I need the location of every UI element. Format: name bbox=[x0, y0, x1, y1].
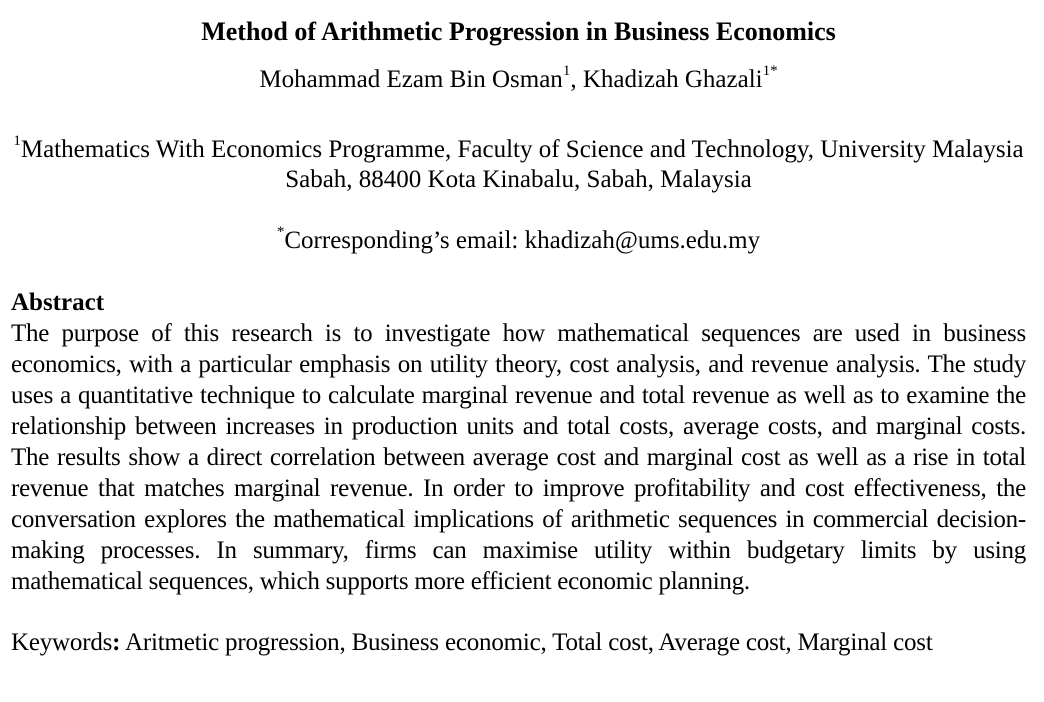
abstract-body: The purpose of this research is to investigate how mathematical sequences are used in business economics, with a particular emphasis on utility theory, cost analysis, and revenue analysis. The study uses a quantitative technique to calculate marginal revenue and total revenue as well as to examine the relationship between increases in production units and total costs, average costs, and marginal costs. The results show a direct correlation between average cost and marginal cost as well as a rise in total revenue that matches marginal revenue. In order to improve profitability and cost effectiveness, the conversation explores the mathematical implications of arithmetic sequences in commercial decision-making processes. In summary, firms can maximise utility within budgetary limits by using mathematical sequences, which supports more efficient economic planning. bbox=[11, 320, 1026, 595]
affiliation-text: Mathematics With Economics Programme, Faculty of Science and Technology, University Malaysia Sabah, 88400 Kota Kinabalu, Sabah, Malaysia bbox=[20, 136, 1024, 193]
author-affiliation-mark: 1 bbox=[562, 62, 571, 79]
keywords bbox=[11, 628, 1026, 658]
keywords-colon: : bbox=[112, 629, 121, 656]
affiliation bbox=[11, 132, 1026, 195]
corresponding-email bbox=[11, 223, 1026, 256]
author-affiliation-mark: 1* bbox=[762, 62, 778, 79]
keywords-label: Keywords bbox=[11, 629, 113, 656]
keywords-text: Aritmetic progression, Business economic, Total cost, Average cost, Marginal cost bbox=[120, 629, 933, 656]
author-separator: , bbox=[570, 66, 583, 93]
paper-title: Method of Arithmetic Progression in Business Economics bbox=[201, 17, 836, 46]
abstract-heading: Abstract bbox=[11, 289, 105, 316]
author-name: Khadizah Ghazali bbox=[582, 66, 763, 93]
corresponding-mark: * bbox=[276, 223, 285, 240]
author-list bbox=[11, 62, 1026, 95]
corresponding-text: Corresponding’s email: khadizah@ums.edu.my bbox=[284, 227, 761, 254]
affiliation-mark: 1 bbox=[13, 132, 21, 149]
author-name: Mohammad Ezam Bin Osman bbox=[259, 66, 563, 93]
